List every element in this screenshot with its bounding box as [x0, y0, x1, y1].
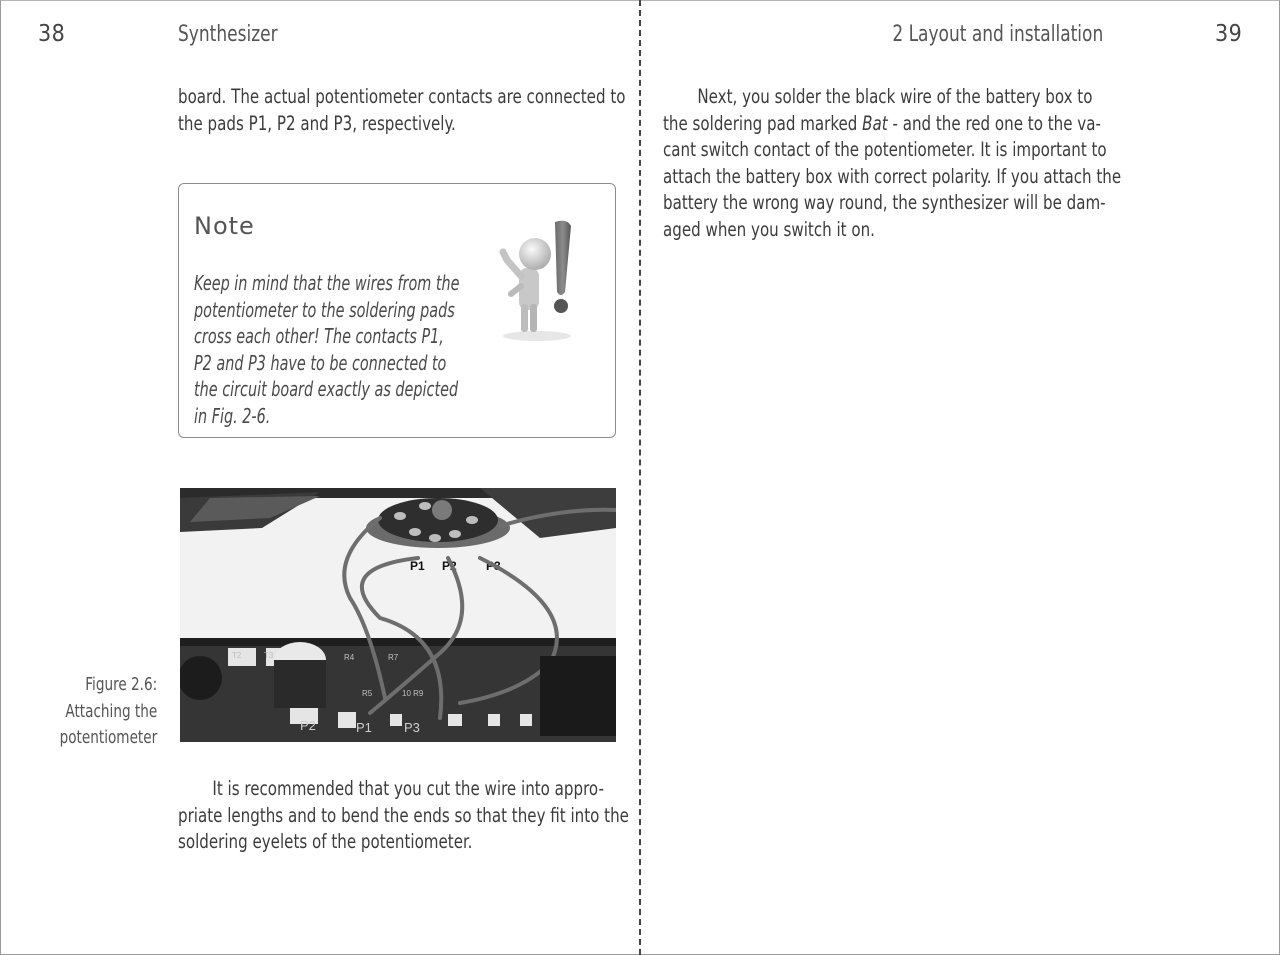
text-line: attach the battery box with correct polarity. If you attach the	[663, 164, 1122, 188]
svg-text:P1: P1	[410, 559, 425, 573]
page-divider	[639, 0, 641, 955]
closing-paragraph	[178, 776, 629, 856]
circuit-board-image	[180, 488, 616, 742]
text-line	[663, 111, 1121, 138]
text-line: cant switch contact of the potentiometer. It is important to	[663, 138, 1107, 161]
intro-paragraph	[178, 84, 625, 137]
text-line: Keep in mind that the wires from the	[194, 271, 460, 295]
pad-name-emphasis: Bat	[862, 111, 888, 135]
left-page-number: 38	[38, 21, 66, 47]
svg-text:10 R9: 10 R9	[402, 689, 424, 698]
left-running-header: Synthesizer	[178, 22, 278, 47]
svg-text:T3: T3	[264, 651, 274, 660]
text-line: potentiometer to the soldering pads	[194, 297, 455, 322]
potentiometer-photo	[180, 488, 616, 742]
svg-text:R7: R7	[388, 653, 399, 662]
note-title: Note	[194, 212, 255, 240]
svg-text:P3: P3	[486, 559, 501, 573]
note-text	[194, 270, 459, 429]
text-line: soldering eyelets of the potentiometer.	[178, 830, 473, 853]
text-line: P2 and P3 have to be connected to	[194, 350, 447, 375]
svg-text:T2: T2	[232, 651, 242, 660]
text-line: cross each other! The contacts P1,	[194, 324, 444, 348]
text-line: battery the wrong way round, the synthesizer will be dam-	[663, 191, 1106, 214]
battery-paragraph	[663, 84, 1121, 243]
figure-caption	[59, 672, 157, 752]
text-line: aged when you switch it on.	[663, 217, 875, 241]
svg-text:R4: R4	[344, 653, 355, 662]
text-line: board. The actual potentiometer contacts are connected to	[178, 85, 626, 108]
svg-text:R5: R5	[362, 689, 373, 698]
text-span: the soldering pad marked	[663, 111, 863, 135]
svg-text:P2: P2	[300, 718, 316, 733]
caption-line: Attaching the	[65, 700, 157, 722]
note-box	[178, 183, 616, 438]
exclamation-figure-icon	[497, 216, 585, 346]
text-line: It is recommended that you cut the wire into appro-	[212, 777, 604, 800]
text-span: - and the red one to the va-	[887, 111, 1101, 135]
text-line: the circuit board exactly as depicted	[194, 377, 459, 401]
right-page-number: 39	[1215, 21, 1243, 47]
caption-line: Figure 2.6:	[85, 674, 157, 695]
svg-text:P1: P1	[356, 720, 372, 735]
text-line: Next, you solder the black wire of the battery box to	[697, 85, 1093, 108]
svg-text:P3: P3	[404, 720, 420, 735]
svg-text:P2: P2	[442, 559, 457, 573]
caption-line: potentiometer	[59, 727, 157, 748]
text-line: in Fig. 2-6.	[194, 403, 271, 428]
text-line: the pads P1, P2 and P3, respectively.	[178, 111, 456, 135]
right-running-header: 2 Layout and installation	[892, 22, 1103, 47]
text-line: priate lengths and to bend the ends so that they fit into the	[178, 803, 629, 827]
